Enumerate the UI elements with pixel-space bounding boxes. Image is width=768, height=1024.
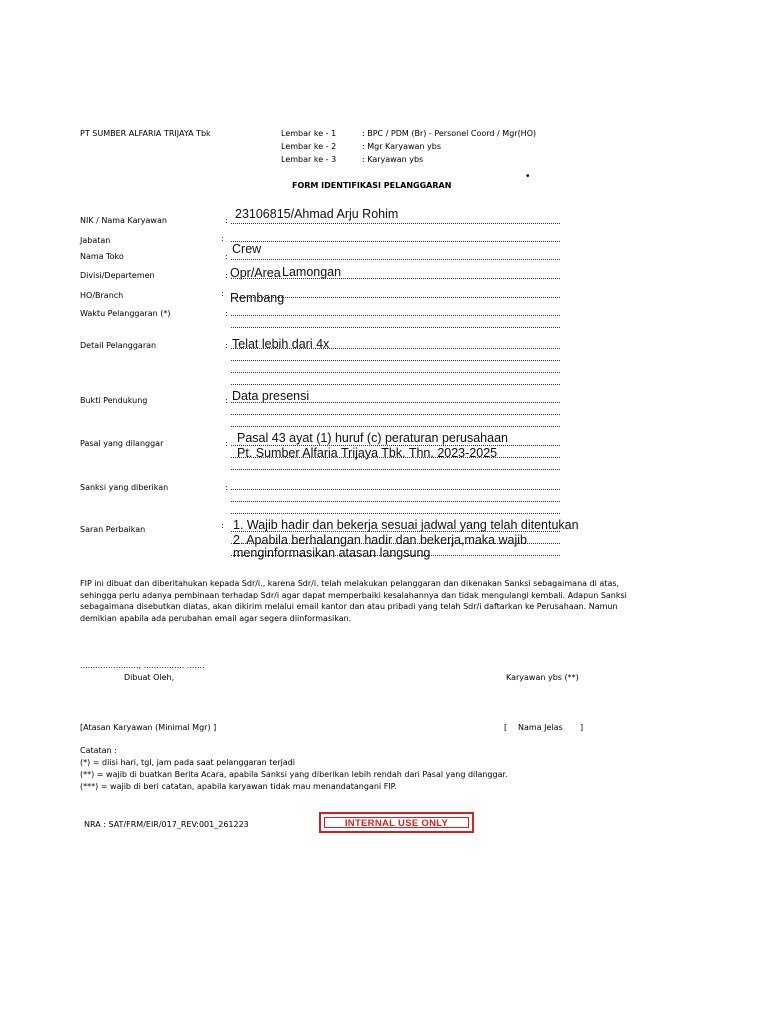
name-bracket-open: [	[504, 723, 508, 732]
jabatan-label: Jabatan	[80, 236, 111, 245]
saran-value-line3: menginformasikan atasan langsung	[233, 546, 431, 560]
saran-value-line2: 2. Apabila berhalangan hadir dan bekerja,maka wajib	[233, 533, 527, 547]
field-colon: :	[225, 439, 228, 448]
sanksi-label: Sanksi yang diberikan	[80, 483, 169, 492]
dotted-line	[231, 360, 560, 361]
bullet-mark: •	[526, 171, 530, 182]
field-colon: :	[221, 234, 224, 243]
dotted-line	[231, 513, 560, 514]
divisi-label: Divisi/Departemen	[80, 271, 155, 280]
made-by-label: Dibuat Oleh,	[124, 673, 175, 682]
saran-value-line1: 1. Wajib hadir dan bekerja sesuai jadwal yang telah ditentukan	[233, 518, 579, 532]
sheet-label: Lembar ke - 2	[281, 142, 337, 151]
dotted-line	[231, 469, 560, 470]
dotted-line	[231, 384, 560, 385]
dotted-line	[231, 315, 560, 316]
stamp-text: INTERNAL USE ONLY	[324, 817, 469, 828]
note-item: (**) = wajib di buatkan Berita Acara, apabila Sanksi yang diberikan lebih rendah dari Pasal yang dilanggar.	[80, 770, 508, 779]
notes-title: Catatan :	[80, 746, 117, 755]
saran-label: Saran Perbaikan	[80, 525, 146, 534]
field-colon: :	[221, 289, 224, 298]
dotted-line	[231, 501, 560, 502]
jabatan-value: Crew	[232, 242, 262, 256]
toko-label: Nama Toko	[80, 252, 124, 261]
sheet-value: : BPC / PDM (Br) - Personel Coord / Mgr(HO)	[362, 129, 537, 138]
field-colon: :	[225, 483, 228, 492]
branch-value: Rembang	[230, 291, 285, 305]
field-colon: :	[225, 396, 228, 405]
nik-value: 23106815/Ahmad Arju Rohim	[235, 207, 399, 221]
sheet-value: : Mgr Karyawan ybs	[362, 142, 442, 151]
waktu-label: Waktu Pelanggaran (*)	[80, 309, 171, 318]
name-bracket-close: ]	[580, 723, 584, 732]
note-item: (***) = wajib di beri catatan, apabila karyawan tidak mau menandatangani FIP.	[80, 782, 397, 791]
note-item: (*) = diisi hari, tgl, jam pada saat pelanggaran terjadi	[80, 758, 296, 767]
superior-label: [Atasan Karyawan (Minimal Mgr) ]	[80, 723, 217, 732]
company-name: PT SUMBER ALFARIA TRIJAYA Tbk	[80, 129, 211, 138]
pasal-value-line1: Pasal 43 ayat (1) huruf (c) peraturan perusahaan	[237, 431, 508, 445]
name-label: Nama Jelas	[518, 723, 563, 732]
branch-label: HO/Branch	[80, 291, 124, 300]
internal-use-stamp	[319, 812, 474, 833]
footer-code: NRA : SAT/FRM/EIR/017_REV:001_261223	[84, 820, 249, 829]
nik-label: NIK / Nama Karyawan	[80, 216, 167, 225]
field-colon: :	[225, 271, 228, 280]
sheet-label: Lembar ke - 1	[281, 129, 337, 138]
dotted-line	[231, 259, 560, 260]
bukti-value: Data presensi	[232, 389, 310, 403]
divisi-value-city: Lamongan	[282, 265, 342, 279]
dotted-line	[231, 426, 560, 427]
divisi-value-area: Opr/Area	[230, 266, 281, 280]
date-line: ......................., ................ .......	[80, 661, 205, 670]
dotted-line	[231, 327, 560, 328]
field-colon: :	[225, 309, 228, 318]
detail-label: Detail Pelanggaran	[80, 341, 157, 350]
dotted-line	[231, 489, 560, 490]
bukti-label: Bukti Pendukung	[80, 396, 148, 405]
field-colon: :	[225, 341, 228, 350]
dotted-line	[231, 241, 560, 242]
form-title: FORM IDENTIFIKASI PELANGGARAN	[292, 181, 452, 190]
sheet-value: : Karyawan ybs	[362, 155, 424, 164]
pasal-value-line2: Pt. Sumber Alfaria Trijaya Tbk. Thn. 2023-2025	[237, 446, 498, 460]
dotted-line	[231, 223, 560, 224]
field-colon: :	[225, 252, 228, 261]
field-colon: :	[221, 521, 224, 530]
dotted-line	[231, 372, 560, 373]
notice-paragraph: FIP ini dibuat dan diberitahukan kepada Sdr/i., karena Sdr/i. telah melakukan pelanggaran dan dikenakan Sanksi sebagaimana di atas, sehingga perlu adanya pembinaan terhadap Sdr/i agar dapat memperbaiki kesalahannya dan tidak mengulangi kembali. Adapun Sanksi sebagaimana disebutkan diatas, akan dikirim melalui email kantor dan atau pribadi yang telah Sdr/i daftarkan ke Perusahaan. Namun demikian apabila ada perubahan email agar segera diinformasikan.	[80, 579, 627, 623]
employee-label: Karyawan ybs (**)	[506, 673, 579, 682]
field-colon: :	[225, 216, 228, 225]
detail-value: Telat lebih dari 4x	[232, 337, 330, 351]
sheet-label: Lembar ke - 3	[281, 155, 337, 164]
dotted-line	[231, 414, 560, 415]
pasal-label: Pasal yang dilanggar	[80, 439, 164, 448]
